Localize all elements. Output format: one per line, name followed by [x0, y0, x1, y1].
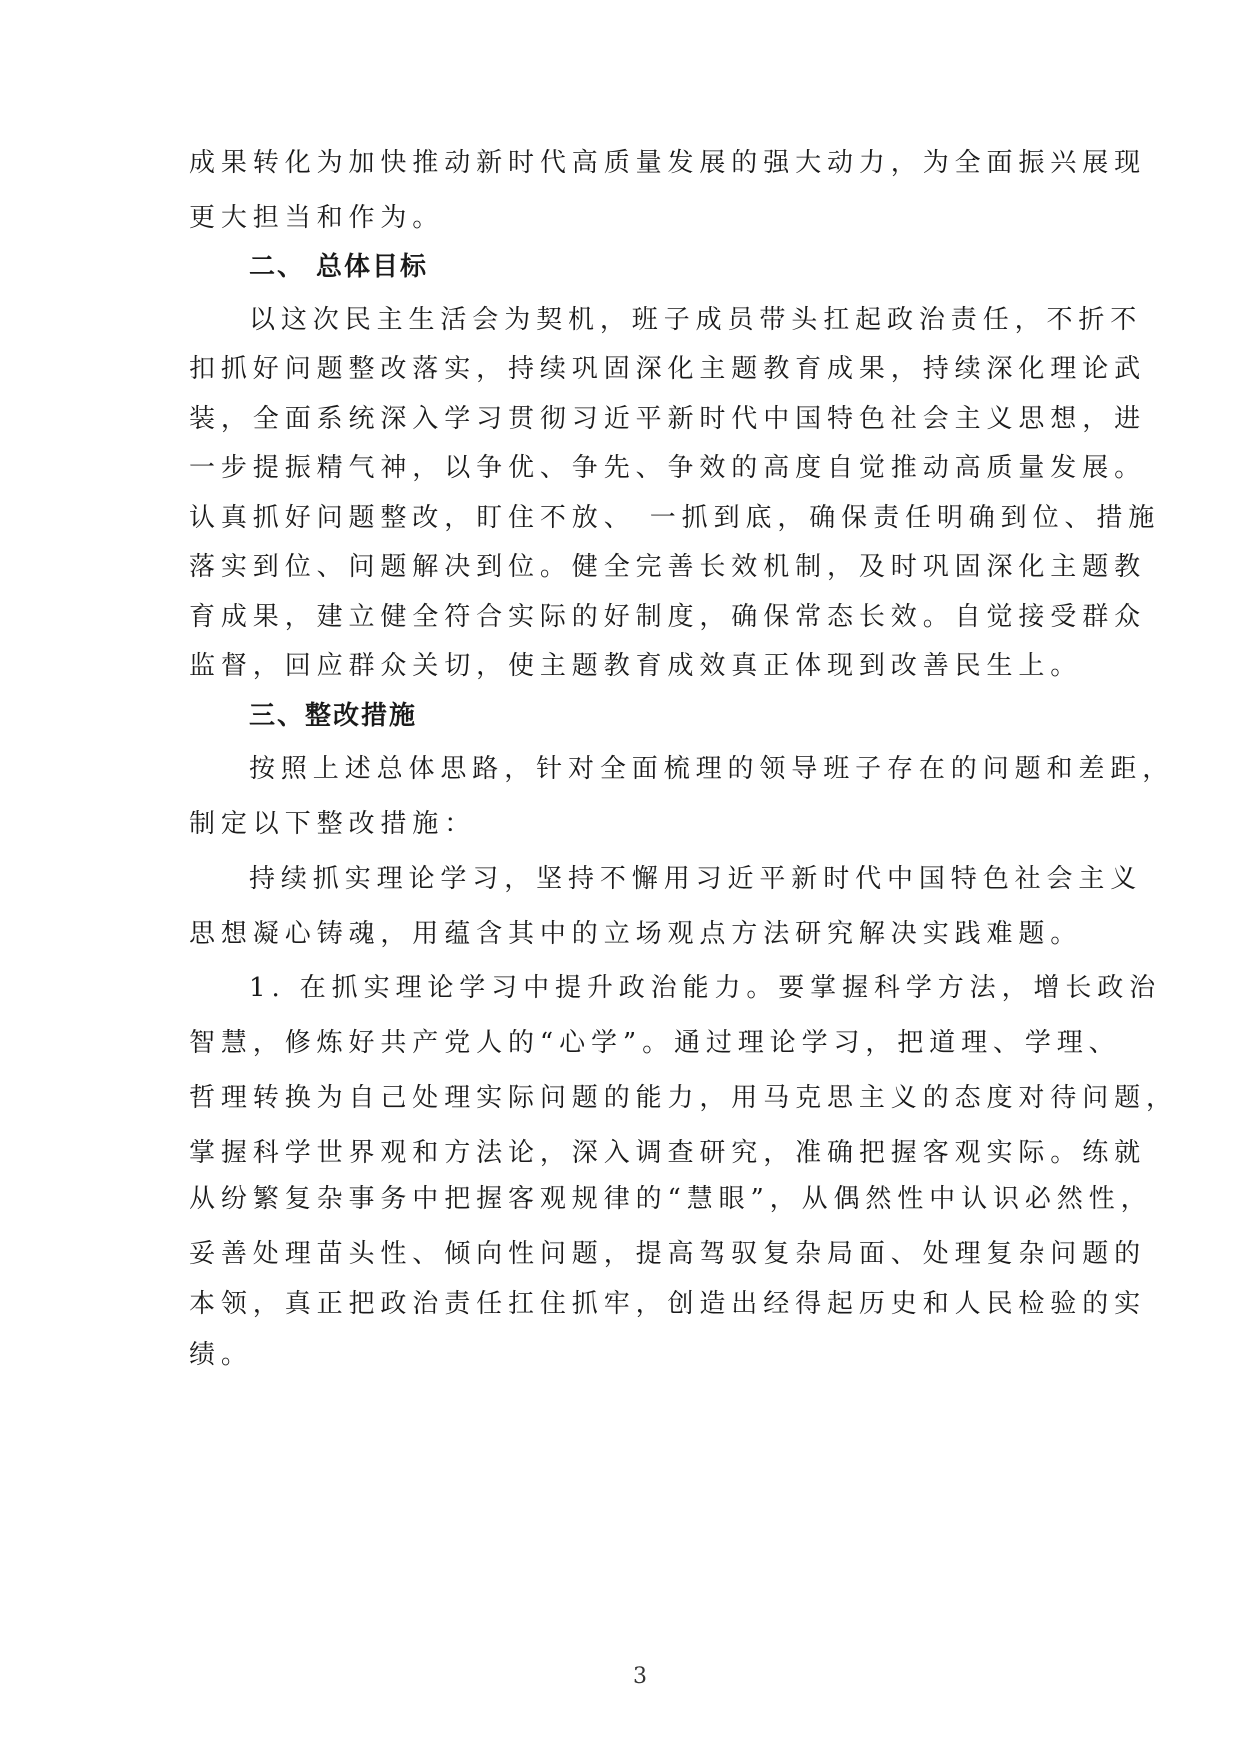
paragraph-line: 思想凝心铸魂，用蕴含其中的立场观点方法研究解决实践难题。 — [189, 919, 1083, 949]
paragraph-line: 装，全面系统深入学习贯彻习近平新时代中国特色社会主义思想，进 — [189, 404, 1147, 434]
paragraph-line: 一步提振精气神，以争优、争先、争效的高度自觉推动高质量发展。 — [189, 453, 1147, 483]
paragraph-line: 更大担当和作为。 — [189, 203, 445, 233]
paragraph-line: 本领，真正把政治责任扛住抓牢，创造出经得起历史和人民检验的实 — [189, 1289, 1147, 1319]
paragraph-line: 持续抓实理论学习，坚持不懈用习近平新时代中国特色社会主义 — [249, 864, 1143, 894]
paragraph-line: 制定以下整改措施： — [189, 809, 477, 839]
paragraph-line: 育成果，建立健全符合实际的好制度，确保常态长效。自觉接受群众 — [189, 602, 1147, 632]
paragraph-line: 落实到位、问题解决到位。健全完善长效机制，及时巩固深化主题教 — [189, 552, 1147, 582]
paragraph-line: 从纷繁复杂事务中把握客观规律的“慧眼”，从偶然性中认识必然性， — [189, 1184, 1153, 1214]
section-heading: 三、整改措施 — [249, 701, 418, 731]
page-number: 3 — [633, 1664, 647, 1689]
section-heading: 二、 总体目标 — [249, 252, 429, 282]
paragraph-line: 监督，回应群众关切，使主题教育成效真正体现到改善民生上。 — [189, 651, 1083, 681]
paragraph-line: 成果转化为加快推动新时代高质量发展的强大动力，为全面振兴展现 — [189, 148, 1147, 178]
paragraph-line: 以这次民主生活会为契机，班子成员带头扛起政治责任，不折不 — [249, 305, 1143, 335]
paragraph-line: 掌握科学世界观和方法论，深入调查研究，准确把握客观实际。练就 — [189, 1138, 1147, 1168]
paragraph-line: 妥善处理苗头性、倾向性问题，提高驾驭复杂局面、处理复杂问题的 — [189, 1239, 1147, 1269]
paragraph-line: 认真抓好问题整改，盯住不放、 一抓到底，确保责任明确到位、措施 — [189, 503, 1161, 533]
paragraph-line: 智慧，修炼好共产党人的“心学”。通过理论学习，把道理、学理、 — [189, 1028, 1121, 1058]
paragraph-line: 绩。 — [189, 1340, 253, 1370]
paragraph-line: 哲理转换为自己处理实际问题的能力，用马克思主义的态度对待问题， — [189, 1083, 1178, 1113]
paragraph-line: 扣抓好问题整改落实，持续巩固深化主题教育成果，持续深化理论武 — [189, 354, 1147, 384]
paragraph-line: 按照上述总体思路，针对全面梳理的领导班子存在的问题和差距， — [249, 754, 1175, 784]
paragraph-line: 1. 在抓实理论学习中提升政治能力。要掌握科学方法，增长政治 — [249, 973, 1162, 1003]
